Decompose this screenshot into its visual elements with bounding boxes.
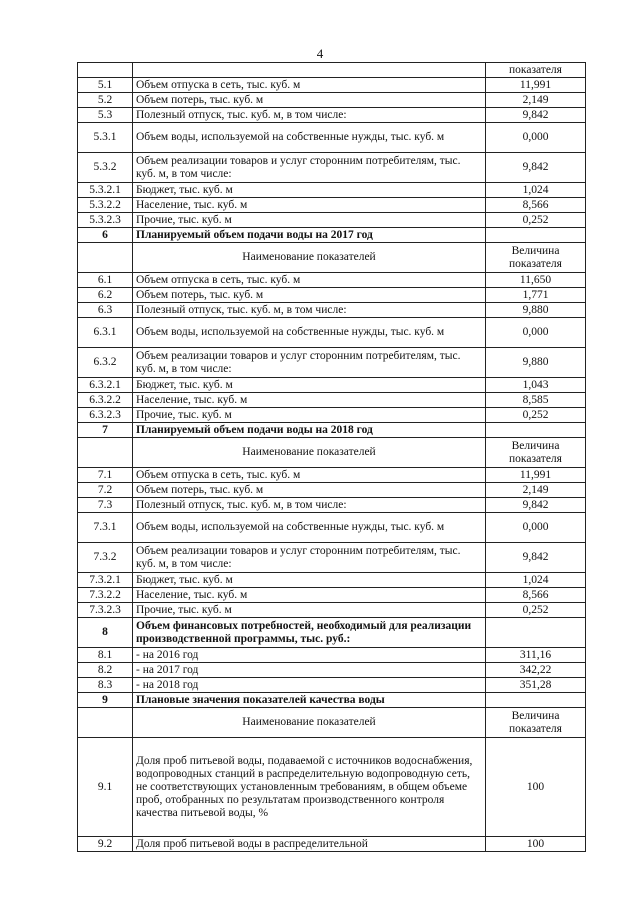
row-name: Бюджет, тыс. куб. м: [133, 573, 486, 588]
table-row: [78, 468, 586, 483]
value-header-tail: показателя: [486, 63, 586, 78]
row-value: 9,842: [486, 498, 586, 513]
table-row: [78, 108, 586, 123]
row-value: 1,771: [486, 288, 586, 303]
table-row: [78, 153, 586, 183]
column-header-name: Наименование показателей: [133, 243, 486, 273]
table-row: [78, 318, 586, 348]
empty-cell: [78, 438, 133, 468]
row-number: 7.3: [78, 498, 133, 513]
column-header-row: [78, 438, 586, 468]
row-number: 5.2: [78, 93, 133, 108]
section-number: 7: [78, 423, 133, 438]
row-name: Объем воды, используемой на собственные нужды, тыс. куб. м: [133, 513, 486, 543]
table-row: [78, 513, 586, 543]
row-value: 11,991: [486, 78, 586, 93]
row-number: 6.3.2.1: [78, 378, 133, 393]
row-name: Объем реализации товаров и услуг сторонним потребителям, тыс. куб. м, в том числе:: [133, 153, 486, 183]
row-number: 6.3.2: [78, 348, 133, 378]
row-value: 0,000: [486, 318, 586, 348]
row-name: Объем отпуска в сеть, тыс. куб. м: [133, 273, 486, 288]
empty-cell: [486, 228, 586, 243]
row-value: 311,16: [486, 648, 586, 663]
row-name: Бюджет, тыс. куб. м: [133, 378, 486, 393]
row-name: Объем воды, используемой на собственные нужды, тыс. куб. м: [133, 318, 486, 348]
row-name: Доля проб питьевой воды, подаваемой с источников водоснабжения, водопроводных станций в распределительную водопроводную сеть, не соответствующих установленным требованиям, в общем объеме проб, отобранных по результатам производственного контроля качества питьевой воды, %: [133, 738, 486, 837]
row-number: 7.3.2.1: [78, 573, 133, 588]
row-value: 8,566: [486, 198, 586, 213]
row-value: 342,22: [486, 663, 586, 678]
row-name: Полезный отпуск, тыс. куб. м, в том числе:: [133, 498, 486, 513]
section-title: Планируемый объем подачи воды на 2017 год: [133, 228, 486, 243]
row-name: Объем отпуска в сеть, тыс. куб. м: [133, 468, 486, 483]
table-row: [78, 93, 586, 108]
row-name: Население, тыс. куб. м: [133, 588, 486, 603]
row-value: 9,842: [486, 153, 586, 183]
row-name: Объем реализации товаров и услуг сторонним потребителям, тыс. куб. м, в том числе:: [133, 348, 486, 378]
column-header-row: [78, 243, 586, 273]
column-header-value: Величина показателя: [486, 243, 586, 273]
row-number: 7.3.2.3: [78, 603, 133, 618]
row-value: 1,024: [486, 573, 586, 588]
table-row: [78, 198, 586, 213]
row-value: 100: [486, 837, 586, 852]
section-number: 8: [78, 618, 133, 648]
row-value: 8,585: [486, 393, 586, 408]
row-value: 11,650: [486, 273, 586, 288]
row-name: Объем потерь, тыс. куб. м: [133, 483, 486, 498]
table-row: [78, 648, 586, 663]
row-name: Полезный отпуск, тыс. куб. м, в том числе:: [133, 108, 486, 123]
table-row: [78, 603, 586, 618]
row-name: Полезный отпуск, тыс. куб. м, в том числе:: [133, 303, 486, 318]
row-number: 9.2: [78, 837, 133, 852]
row-number: 8.3: [78, 678, 133, 693]
row-number: 5.3.2.1: [78, 183, 133, 198]
table-row: [78, 573, 586, 588]
row-value: 0,252: [486, 603, 586, 618]
row-number: 6.1: [78, 273, 133, 288]
row-value: 0,000: [486, 123, 586, 153]
table-row: [78, 378, 586, 393]
row-value: 0,000: [486, 513, 586, 543]
row-value: 351,28: [486, 678, 586, 693]
section-number: 6: [78, 228, 133, 243]
row-value: 8,566: [486, 588, 586, 603]
section-title: Планируемый объем подачи воды на 2018 год: [133, 423, 486, 438]
table-row: [78, 837, 586, 852]
row-value: 100: [486, 738, 586, 837]
row-number: 7.3.2: [78, 543, 133, 573]
row-value: 9,880: [486, 348, 586, 378]
row-value: 0,252: [486, 213, 586, 228]
row-value: 11,991: [486, 468, 586, 483]
empty-cell: [486, 423, 586, 438]
header-continuation-row: [78, 63, 586, 78]
row-number: 6.3.2.2: [78, 393, 133, 408]
table-row: [78, 408, 586, 423]
row-number: 5.3.2.2: [78, 198, 133, 213]
row-name: Бюджет, тыс. куб. м: [133, 183, 486, 198]
column-header-name: Наименование показателей: [133, 438, 486, 468]
table-row: [78, 273, 586, 288]
row-name: - на 2017 год: [133, 663, 486, 678]
row-value: 2,149: [486, 93, 586, 108]
empty-cell: [78, 708, 133, 738]
section-title: Объем финансовых потребностей, необходимый для реализации производственной программы, тыс. руб.:: [133, 618, 486, 648]
row-value: 2,149: [486, 483, 586, 498]
row-number: 7.3.2.2: [78, 588, 133, 603]
program-table: [77, 62, 586, 852]
page-number: 4: [316, 46, 324, 61]
column-header-row: [78, 708, 586, 738]
row-name: Прочие, тыс. куб. м: [133, 408, 486, 423]
table-row: [78, 123, 586, 153]
row-number: 5.3.2.3: [78, 213, 133, 228]
row-name: Объем потерь, тыс. куб. м: [133, 93, 486, 108]
table-row: [78, 303, 586, 318]
section-number: 9: [78, 693, 133, 708]
empty-cell: [78, 63, 133, 78]
row-name: Объем отпуска в сеть, тыс. куб. м: [133, 78, 486, 93]
row-name: Население, тыс. куб. м: [133, 198, 486, 213]
row-number: 7.3.1: [78, 513, 133, 543]
row-number: 8.2: [78, 663, 133, 678]
row-name: Объем воды, используемой на собственные нужды, тыс. куб. м: [133, 123, 486, 153]
row-number: 6.2: [78, 288, 133, 303]
table-row: [78, 543, 586, 573]
table-row: [78, 663, 586, 678]
row-number: 5.1: [78, 78, 133, 93]
table-row: [78, 738, 586, 837]
section-title: Плановые значения показателей качества воды: [133, 693, 486, 708]
column-header-name: Наименование показателей: [133, 708, 486, 738]
row-number: 7.1: [78, 468, 133, 483]
row-name: Доля проб питьевой воды в распределительной: [133, 837, 486, 852]
row-number: 5.3: [78, 108, 133, 123]
row-value: 9,842: [486, 543, 586, 573]
row-number: 5.3.1: [78, 123, 133, 153]
empty-cell: [78, 243, 133, 273]
table-row: [78, 678, 586, 693]
table-row: [78, 348, 586, 378]
row-name: Объем потерь, тыс. куб. м: [133, 288, 486, 303]
row-name: - на 2016 год: [133, 648, 486, 663]
row-number: 8.1: [78, 648, 133, 663]
row-value: 0,252: [486, 408, 586, 423]
column-header-value: Величина показателя: [486, 438, 586, 468]
table-row: [78, 483, 586, 498]
column-header-value: Величина показателя: [486, 708, 586, 738]
table-row: [78, 288, 586, 303]
row-name: Население, тыс. куб. м: [133, 393, 486, 408]
row-number: 5.3.2: [78, 153, 133, 183]
row-value: 1,024: [486, 183, 586, 198]
section-row: [78, 618, 586, 648]
row-value: 1,043: [486, 378, 586, 393]
row-number: 6.3.2.3: [78, 408, 133, 423]
row-number: 6.3.1: [78, 318, 133, 348]
section-row: [78, 228, 586, 243]
table-row: [78, 588, 586, 603]
row-name: - на 2018 год: [133, 678, 486, 693]
section-row: [78, 423, 586, 438]
table-row: [78, 183, 586, 198]
row-name: Объем реализации товаров и услуг сторонним потребителям, тыс. куб. м, в том числе:: [133, 543, 486, 573]
empty-cell: [486, 618, 586, 648]
empty-cell: [486, 693, 586, 708]
table-row: [78, 213, 586, 228]
row-number: 7.2: [78, 483, 133, 498]
row-name: Прочие, тыс. куб. м: [133, 213, 486, 228]
row-value: 9,842: [486, 108, 586, 123]
row-name: Прочие, тыс. куб. м: [133, 603, 486, 618]
row-value: 9,880: [486, 303, 586, 318]
table-row: [78, 498, 586, 513]
empty-cell: [133, 63, 486, 78]
section-row: [78, 693, 586, 708]
row-number: 9.1: [78, 738, 133, 837]
table-row: [78, 393, 586, 408]
table-row: [78, 78, 586, 93]
row-number: 6.3: [78, 303, 133, 318]
